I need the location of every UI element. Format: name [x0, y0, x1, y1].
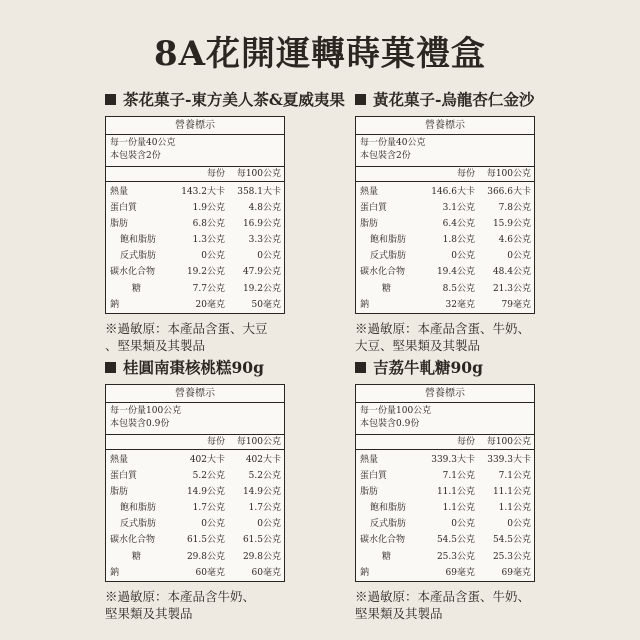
nutrient-label: 蛋白質 — [110, 203, 138, 214]
serving-size: 每一份量100公克 — [360, 406, 432, 416]
value-per-100g: 402大卡 — [245, 455, 281, 465]
product-heading — [105, 358, 305, 378]
nutrient-label: 飽和脂肪 — [370, 503, 407, 514]
nutrient-label: 熱量 — [110, 455, 129, 465]
col-per-serving: 每份 — [206, 437, 225, 447]
value-per-serving: 0公克 — [201, 251, 225, 262]
nutrient-row — [106, 216, 284, 232]
value-per-100g: 0公克 — [257, 251, 281, 262]
nutrient-rows — [356, 450, 534, 581]
allergen-line: ※過敏原：本產品含蛋、大豆 — [105, 320, 268, 336]
value-per-serving: 19.4公克 — [436, 267, 475, 278]
value-per-100g: 69毫克 — [501, 567, 531, 578]
product-name: 黃花菓子-烏龍杏仁金沙 — [373, 90, 535, 109]
nutrition-header: 營養標示 — [356, 385, 534, 403]
allergen-line: 堅果類及其製品 — [105, 605, 193, 621]
value-per-serving: 69毫克 — [445, 567, 475, 578]
value-per-serving: 32毫克 — [445, 299, 475, 310]
nutrient-label: 飽和脂肪 — [370, 235, 407, 246]
nutrient-row — [356, 532, 534, 548]
nutrition-header: 營養標示 — [106, 117, 284, 135]
nutrient-label: 脂肪 — [360, 219, 379, 230]
product-heading — [355, 358, 555, 378]
value-per-100g: 79毫克 — [501, 299, 531, 310]
nutrition-table — [105, 116, 285, 314]
product-section-3 — [355, 358, 555, 622]
nutrient-row — [106, 281, 284, 297]
nutrient-row — [356, 264, 534, 280]
nutrient-label: 熱量 — [360, 187, 379, 197]
nutrient-row — [106, 248, 284, 264]
nutrient-label: 碳水化合物 — [360, 535, 406, 546]
nutrient-row — [106, 297, 284, 313]
value-per-serving: 61.5公克 — [186, 535, 225, 546]
nutrient-rows — [356, 182, 534, 313]
value-per-serving: 11.1公克 — [436, 487, 475, 498]
nutrient-label: 糖 — [132, 283, 142, 294]
nutrient-rows — [106, 450, 284, 581]
nutrient-label: 鈉 — [110, 567, 120, 578]
product-heading — [355, 90, 555, 110]
nutrient-label: 碳水化合物 — [360, 267, 406, 278]
nutrient-label: 碳水化合物 — [110, 535, 156, 546]
allergen-line: ※過敏原：本產品含蛋、牛奶、 — [355, 320, 531, 336]
col-per-serving: 每份 — [456, 437, 475, 447]
nutrient-label: 飽和脂肪 — [120, 503, 157, 514]
product-name: 吉荔牛軋糖90g — [373, 358, 483, 377]
value-per-serving: 54.5公克 — [436, 535, 475, 546]
nutrient-row — [106, 184, 284, 200]
square-bullet-icon — [105, 362, 116, 373]
value-per-100g: 50毫克 — [251, 299, 281, 310]
value-per-100g: 14.9公克 — [242, 487, 281, 498]
value-per-serving: 20毫克 — [195, 299, 225, 310]
col-per-100g: 每100公克 — [486, 437, 531, 447]
servings-per-package: 本包裝含0.9份 — [360, 419, 420, 429]
nutrient-row — [356, 297, 534, 313]
value-per-100g: 1.1公克 — [498, 503, 531, 514]
nutrient-label: 熱量 — [360, 455, 379, 465]
col-per-100g: 每100公克 — [236, 169, 281, 179]
servings-per-package: 本包裝含2份 — [110, 151, 161, 161]
allergen-line: 堅果類及其製品 — [355, 605, 443, 621]
nutrient-label: 鈉 — [360, 567, 370, 578]
nutrient-row — [356, 516, 534, 532]
nutrient-row — [106, 532, 284, 548]
nutrient-row — [106, 452, 284, 468]
nutrient-row — [106, 516, 284, 532]
nutrient-row — [106, 200, 284, 216]
value-per-serving: 1.1公克 — [442, 503, 475, 514]
allergen-note — [355, 588, 555, 622]
column-headers — [106, 435, 284, 450]
nutrient-label: 反式脂肪 — [120, 251, 157, 262]
value-per-100g: 1.7公克 — [248, 503, 281, 514]
nutrient-row — [356, 484, 534, 500]
nutrient-row — [356, 468, 534, 484]
value-per-100g: 48.4公克 — [492, 267, 531, 278]
nutrient-rows — [106, 182, 284, 313]
serving-size: 每一份量40公克 — [110, 138, 176, 148]
nutrient-row — [356, 248, 534, 264]
nutrient-label: 蛋白質 — [110, 471, 138, 482]
product-name: 桂圓南棗核桃糕90g — [123, 358, 264, 377]
allergen-note — [355, 320, 555, 354]
nutrition-table — [355, 116, 535, 314]
nutrient-row — [356, 549, 534, 565]
value-per-serving: 6.8公克 — [192, 219, 225, 230]
product-section-0 — [105, 90, 345, 354]
nutrition-header: 營養標示 — [106, 385, 284, 403]
nutrient-label: 鈉 — [110, 299, 120, 310]
column-headers — [356, 435, 534, 450]
nutrient-label: 脂肪 — [110, 219, 129, 230]
nutrient-label: 鈉 — [360, 299, 370, 310]
nutrient-label: 反式脂肪 — [370, 519, 407, 530]
nutrient-label: 反式脂肪 — [370, 251, 407, 262]
value-per-100g: 61.5公克 — [242, 535, 281, 546]
value-per-100g: 16.9公克 — [242, 219, 281, 230]
nutrient-row — [356, 565, 534, 581]
value-per-serving: 0公克 — [451, 519, 475, 530]
value-per-100g: 21.3公克 — [492, 283, 531, 294]
value-per-100g: 7.8公克 — [498, 203, 531, 214]
col-per-100g: 每100公克 — [236, 437, 281, 447]
value-per-100g: 60毫克 — [251, 567, 281, 578]
value-per-100g: 0公克 — [257, 519, 281, 530]
value-per-100g: 15.9公克 — [492, 219, 531, 230]
value-per-serving: 0公克 — [451, 251, 475, 262]
value-per-serving: 29.8公克 — [186, 551, 225, 562]
value-per-serving: 7.1公克 — [442, 471, 475, 482]
allergen-line: 、堅果類及其製品 — [105, 337, 206, 353]
nutrient-row — [356, 184, 534, 200]
value-per-serving: 8.5公克 — [442, 283, 475, 294]
value-per-serving: 25.3公克 — [436, 551, 475, 562]
nutrient-label: 脂肪 — [110, 487, 129, 498]
value-per-100g: 3.3公克 — [248, 235, 281, 246]
value-per-serving: 7.7公克 — [192, 283, 225, 294]
value-per-100g: 11.1公克 — [492, 487, 531, 498]
serving-size: 每一份量40公克 — [360, 138, 426, 148]
nutrient-row — [106, 468, 284, 484]
value-per-100g: 7.1公克 — [498, 471, 531, 482]
nutrient-label: 蛋白質 — [360, 203, 388, 214]
value-per-serving: 60毫克 — [195, 567, 225, 578]
value-per-serving: 3.1公克 — [442, 203, 475, 214]
nutrient-row — [106, 484, 284, 500]
square-bullet-icon — [105, 94, 116, 105]
nutrient-label: 碳水化合物 — [110, 267, 156, 278]
nutrient-row — [356, 452, 534, 468]
nutrient-label: 飽和脂肪 — [120, 235, 157, 246]
value-per-serving: 19.2公克 — [186, 267, 225, 278]
nutrient-label: 脂肪 — [360, 487, 379, 498]
serving-info — [106, 403, 284, 435]
nutrition-table — [105, 384, 285, 582]
product-section-2 — [105, 358, 305, 622]
nutrient-label: 蛋白質 — [360, 471, 388, 482]
nutrient-row — [106, 565, 284, 581]
nutrient-label: 糖 — [132, 551, 142, 562]
square-bullet-icon — [355, 362, 366, 373]
nutrient-label: 糖 — [382, 551, 392, 562]
value-per-serving: 339.3大卡 — [431, 455, 475, 465]
nutrient-row — [106, 264, 284, 280]
value-per-serving: 1.9公克 — [192, 203, 225, 214]
value-per-100g: 358.1大卡 — [237, 187, 281, 197]
serving-info — [106, 135, 284, 167]
page-title: 8A花開運轉蒔菓禮盒 — [153, 34, 487, 74]
col-per-serving: 每份 — [206, 169, 225, 179]
value-per-100g: 4.6公克 — [498, 235, 531, 246]
allergen-line: ※過敏原：本產品含蛋、牛奶、 — [355, 588, 531, 604]
product-heading — [105, 90, 345, 110]
nutrient-label: 反式脂肪 — [120, 519, 157, 530]
col-per-100g: 每100公克 — [486, 169, 531, 179]
col-per-serving: 每份 — [456, 169, 475, 179]
nutrient-row — [356, 281, 534, 297]
value-per-serving: 146.6大卡 — [431, 187, 475, 197]
nutrient-row — [356, 200, 534, 216]
nutrient-row — [106, 232, 284, 248]
value-per-serving: 14.9公克 — [186, 487, 225, 498]
nutrient-row — [106, 500, 284, 516]
product-section-1 — [355, 90, 555, 354]
square-bullet-icon — [355, 94, 366, 105]
value-per-100g: 339.3大卡 — [487, 455, 531, 465]
value-per-serving: 0公克 — [201, 519, 225, 530]
value-per-100g: 25.3公克 — [492, 551, 531, 562]
allergen-note — [105, 588, 305, 622]
column-headers — [356, 167, 534, 182]
serving-size: 每一份量100公克 — [110, 406, 182, 416]
allergen-line: 大豆、堅果類及其製品 — [355, 337, 481, 353]
allergen-line: ※過敏原：本產品含牛奶、 — [105, 588, 256, 604]
nutrient-label: 糖 — [382, 283, 392, 294]
value-per-serving: 1.7公克 — [192, 503, 225, 514]
value-per-100g: 54.5公克 — [492, 535, 531, 546]
value-per-100g: 0公克 — [507, 251, 531, 262]
value-per-serving: 5.2公克 — [192, 471, 225, 482]
servings-per-package: 本包裝含2份 — [360, 151, 411, 161]
serving-info — [356, 403, 534, 435]
value-per-serving: 143.2大卡 — [181, 187, 225, 197]
nutrient-row — [356, 232, 534, 248]
value-per-100g: 4.8公克 — [248, 203, 281, 214]
allergen-note — [105, 320, 305, 354]
nutrient-label: 熱量 — [110, 187, 129, 197]
value-per-serving: 402大卡 — [189, 455, 225, 465]
product-name: 茶花菓子-東方美人茶&夏威夷果 — [123, 90, 345, 109]
value-per-serving: 1.3公克 — [192, 235, 225, 246]
value-per-serving: 1.8公克 — [442, 235, 475, 246]
nutrient-row — [106, 549, 284, 565]
value-per-100g: 19.2公克 — [242, 283, 281, 294]
nutrient-row — [356, 216, 534, 232]
value-per-100g: 5.2公克 — [248, 471, 281, 482]
nutrient-row — [356, 500, 534, 516]
value-per-100g: 29.8公克 — [242, 551, 281, 562]
value-per-serving: 6.4公克 — [442, 219, 475, 230]
nutrition-table — [355, 384, 535, 582]
value-per-100g: 47.9公克 — [242, 267, 281, 278]
value-per-100g: 366.6大卡 — [487, 187, 531, 197]
nutrition-header: 營養標示 — [356, 117, 534, 135]
value-per-100g: 0公克 — [507, 519, 531, 530]
servings-per-package: 本包裝含0.9份 — [110, 419, 170, 429]
column-headers — [106, 167, 284, 182]
serving-info — [356, 135, 534, 167]
